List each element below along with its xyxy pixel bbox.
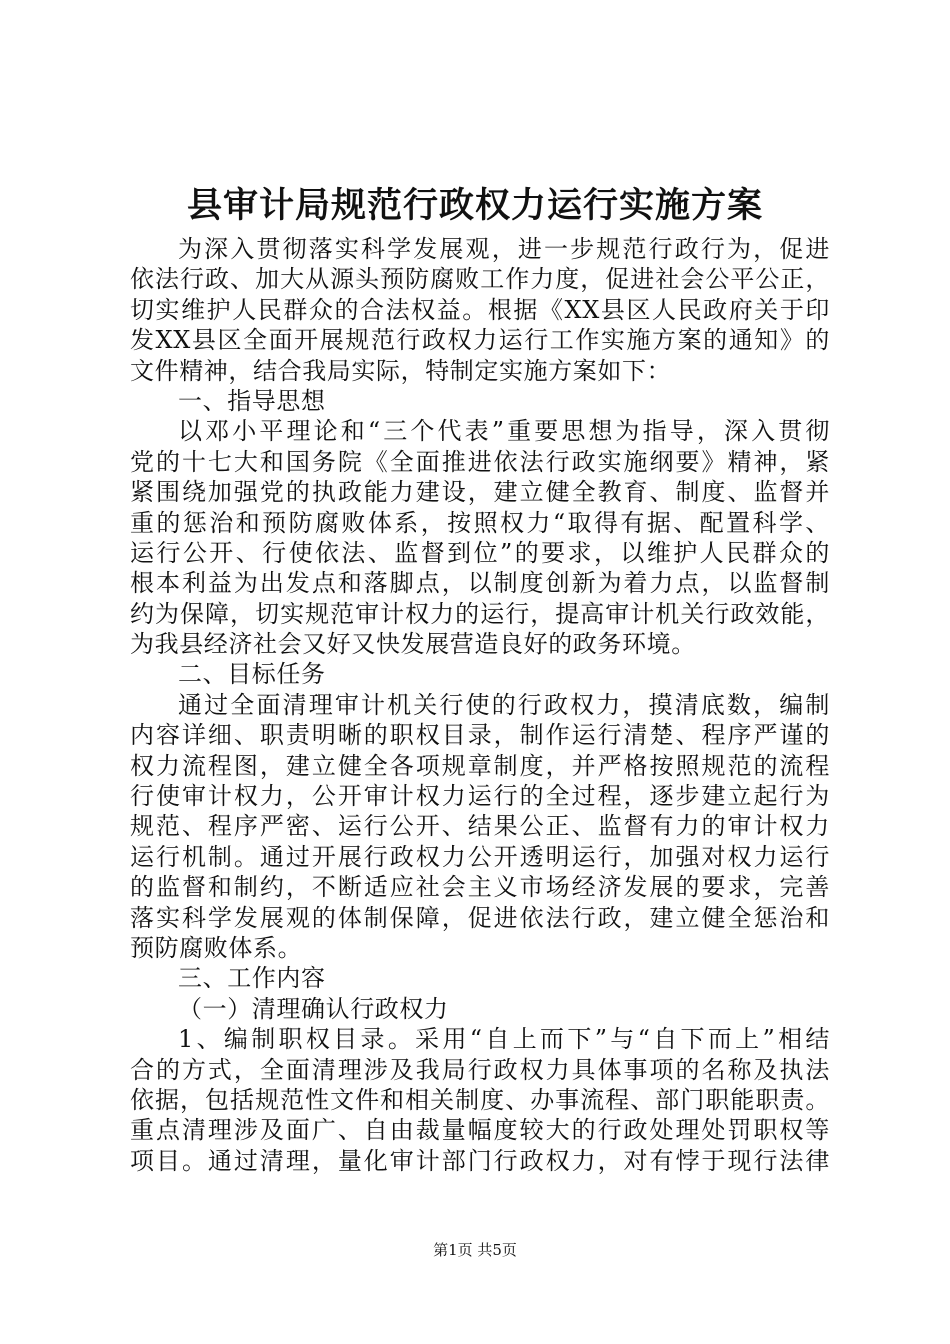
body-line: 依据，包括规范性文件和相关制度、办事流程、部门职能职责。 bbox=[130, 1085, 830, 1114]
document-title: 县审计局规范行政权力运行实施方案 bbox=[186, 185, 763, 226]
body-line: 重点清理涉及面广、自由裁量幅度较大的行政处理处罚职权等 bbox=[130, 1116, 830, 1145]
body-line: 发XX县区全面开展规范行政权力运行工作实施方案的通知》的 bbox=[130, 326, 830, 355]
body-line: 重的惩治和预防腐败体系，按照权力“取得有据、配置科学、 bbox=[130, 508, 830, 537]
section-heading: 二、目标任务 bbox=[178, 660, 326, 689]
body-line: 文件精神，结合我局实际，特制定实施方案如下： bbox=[130, 356, 672, 385]
body-line: 权力流程图，建立健全各项规章制度，并严格按照规范的流程 bbox=[130, 751, 830, 780]
body-line: 依法行政、加大从源头预防腐败工作力度，促进社会公平公正， bbox=[130, 265, 830, 294]
section-heading: 一、指导思想 bbox=[178, 386, 326, 415]
body-line: 1、编制职权目录。采用“自上而下”与“自下而上”相结 bbox=[178, 1025, 830, 1054]
body-line: 切实维护人民群众的合法权益。根据《XX县区人民政府关于印 bbox=[130, 295, 830, 324]
body-line: 的监督和制约，不断适应社会主义市场经济发展的要求，完善 bbox=[130, 873, 830, 902]
body-line: 合的方式，全面清理涉及我局行政权力具体事项的名称及执法 bbox=[130, 1055, 830, 1084]
body-line: 为深入贯彻落实科学发展观，进一步规范行政行为，促进 bbox=[178, 235, 830, 263]
body-line: 紧围绕加强党的执政能力建设，建立健全教育、制度、监督并 bbox=[130, 478, 830, 507]
body-line: 约为保障，切实规范审计权力的运行，提高审计机关行政效能， bbox=[130, 599, 830, 628]
body-line: 为我县经济社会又好又快发展营造良好的政务环境。 bbox=[130, 630, 696, 659]
body-line: 党的十七大和国务院《全面推进依法行政实施纲要》精神，紧 bbox=[130, 447, 830, 476]
body-line: 行使审计权力，公开审计权力运行的全过程，逐步建立起行为 bbox=[130, 782, 830, 811]
body-line: 通过全面清理审计机关行使的行政权力，摸清底数，编制 bbox=[178, 690, 830, 719]
body-line: 以邓小平理论和“三个代表”重要思想为指导，深入贯彻 bbox=[178, 417, 830, 446]
body-line: 落实科学发展观的体制保障，促进依法行政，建立健全惩治和 bbox=[130, 903, 830, 932]
page-footer: 第1页 共5页 bbox=[433, 1241, 517, 1259]
body-line: 项目。通过清理，量化审计部门行政权力，对有悖于现行法律 bbox=[130, 1146, 830, 1175]
body-line: 运行公开、行使依法、监督到位”的要求，以维护人民群众的 bbox=[130, 538, 830, 567]
body-line: 预防腐败体系。 bbox=[130, 933, 303, 962]
body-line: 运行机制。通过开展行政权力公开透明运行，加强对权力运行 bbox=[130, 842, 830, 871]
body-line: 规范、程序严密、运行公开、结果公正、监督有力的审计权力 bbox=[130, 812, 830, 841]
body-line: 内容详细、职责明晰的职权目录，制作运行清楚、程序严谨的 bbox=[130, 721, 830, 750]
subsection-heading: （一）清理确认行政权力 bbox=[178, 994, 449, 1023]
body-line: 根本利益为出发点和落脚点，以制度创新为着力点，以监督制 bbox=[130, 569, 830, 598]
document-body bbox=[130, 234, 830, 1176]
section-heading: 三、工作内容 bbox=[178, 964, 326, 993]
